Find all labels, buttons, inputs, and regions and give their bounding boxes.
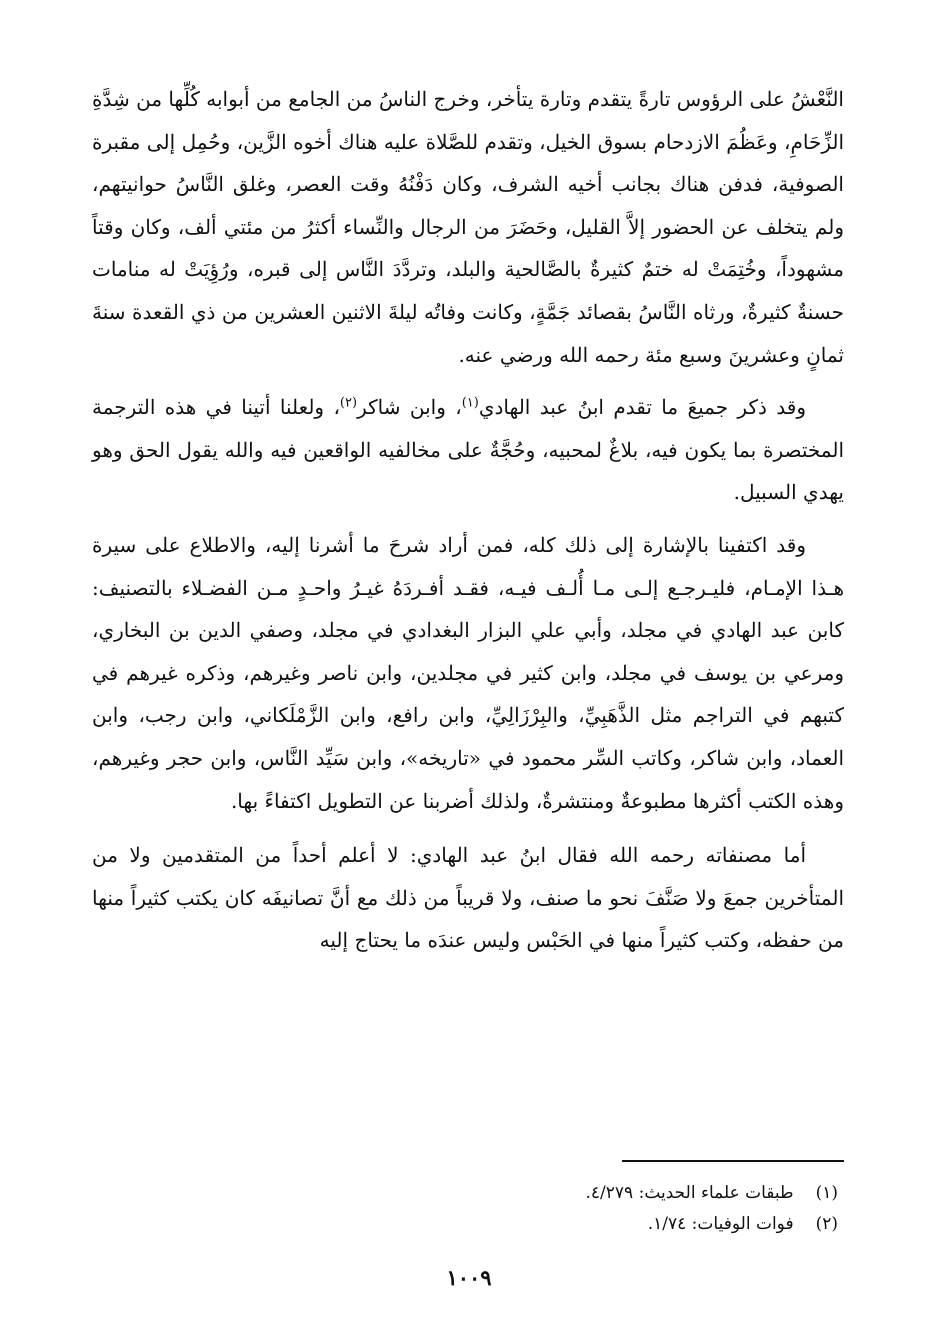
paragraph-4: أما مصنفاته رحمه الله فقال ابنُ عبد الهادي: لا أعلم أحداً من المتقدمين ولا من المتأخرين جمعَ ولا صَنَّفَ نحو ما صنف، ولا قريباً من ذلك مع أنَّ تصانيفَه كان يكتب كثيراً منها من حفظه، وكتب كثيراً منها في الحَبْس وليس عندَه ما يحتاج إليه: [92, 843, 844, 953]
footnote-2-number: (٢): [815, 1214, 838, 1234]
footnote-1-number: (١): [815, 1183, 838, 1203]
paragraph-3: وقد اكتفينا بالإشارة إلى ذلك كله، فمن أراد شرحَ ما أشرنا إليه، والاطلاع على سيرة هـذا الإمـام، فليـرجـع إلـى مـا أُلـف فيـه، فقـد أفـردَهُ غيـرُ واحـدٍ مـن الفضـلاء بالتصنيف: كابن عبد الهادي في مجلد، وأبي علي البزار البغدادي في مجلد، وصفي الدين بن البخاري، ومرعي بن يوسف في مجلد، وابن كثير في مجلدين، وابن ناصر وغيرهم، وذكره غيرهم في كتبهم في التراجم مثل الذَّهَبِيِّ، والبِرْزَالِيِّ، وابن رافع، وابن الزَّمْلَكاني، وابن رجب، وابن العماد، وابن شاكر، وكاتب السِّر محمود في «تاريخه»، وابن سَيِّد النَّاس، وابن حجر وغيرهم، وهذه الكتب أكثرها مطبوعةٌ ومنتشرةٌ، ولذلك أضربنا عن التطويل اكتفاءً بها.: [92, 532, 844, 813]
paragraph-2: [92, 386, 844, 514]
footnote-marker-1[interactable]: (١): [461, 395, 479, 411]
paragraph-2-part-b: ، وابن شاكر: [357, 395, 462, 420]
footnote-1-text: طبقات علماء الحديث: ٤/٢٧٩.: [585, 1183, 794, 1203]
footnote-divider: [622, 1160, 844, 1162]
paragraph-2-part-a: وقد ذكر جميعَ ما تقدم ابنُ عبد الهادي: [478, 395, 806, 420]
footnote-2-text: فوات الوفيات: ١/٧٤.: [647, 1214, 794, 1234]
footnote-1: [418, 1178, 838, 1209]
footnote-marker-2[interactable]: (٢): [339, 395, 358, 411]
main-text: [92, 78, 844, 962]
footnote-2: [418, 1209, 838, 1240]
footnotes: [418, 1178, 838, 1240]
paragraph-2-part-c: ، ولعلنا أتينا في هذه الترجمة المختصرة بما يكون فيه، بلاغٌ لمحبيه، وحُجَّةٌ على مخالفيه الواقعين فيه والله يقول الحق وهو يهدي السبيل.: [92, 395, 844, 505]
page-number: ١٠٠٩: [446, 1265, 492, 1290]
paragraph-1: النَّعْشُ على الرؤوس تارةً يتقدم وتارة يتأخر، وخرج الناسُ من الجامع من أبوابه كُلِّها من شِدَّةِ الزِّحَامِ، وعَظُمَ الازدحام بسوق الخيل، وتقدم للصَّلاة عليه هناك أخوه الزَّين، وحُمِل إلى مقبرة الصوفية، فدفن هناك بجانب أخيه الشرف، وكان دَفْنُهُ وقت العصر، وغلق النَّاسُ حوانيتهم، ولم يتخلف عن الحضور إلاَّ القليل، وحَضَرَ من الرجال والنِّساء أكثرُ من مئتي ألف، وكان وقتاً مشهوداً، وخُتِمَتْ له ختمٌ كثيرةٌ بالصَّالحية والبلد، وتردَّدَ النَّاس إلى قبره، ورُؤِيَتْ له منامات حسنةٌ كثيرةٌ، ورثاه النَّاسُ بقصائد جَمَّةٍ، وكانت وفاتُه ليلةَ الاثنين العشرين من ذي القعدة سنةَ ثمانٍ وعشرينَ وسبع مئة رحمه الله ورضي عنه.: [92, 87, 844, 367]
